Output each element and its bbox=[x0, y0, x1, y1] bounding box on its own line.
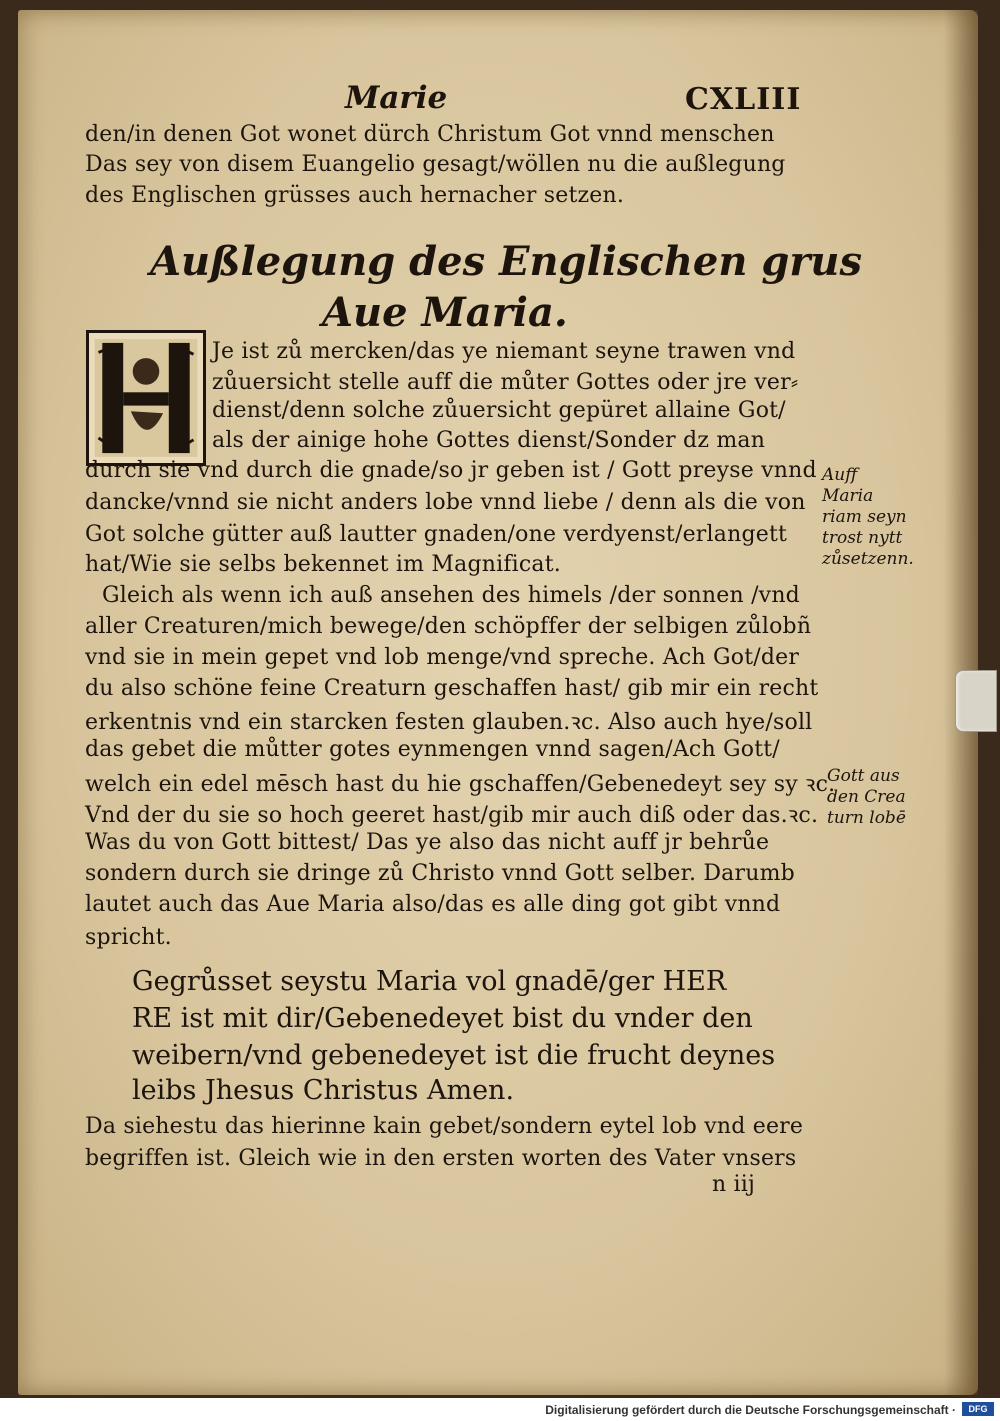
body-line-15: welch ein edel mēsch hast du hie gschaffen/Gebenedeyt sey sy ꝛc. bbox=[85, 772, 836, 797]
footer-credit: Digitalisierung gefördert durch die Deutsche Forschungsgemeinschaft · bbox=[545, 1403, 956, 1417]
book-page bbox=[18, 10, 978, 1395]
woodcut-initial-icon bbox=[89, 333, 203, 463]
body-line-11: vnd sie in mein gepet vnd lob menge/vnd spreche. Ach Got/der bbox=[85, 645, 800, 670]
body-line-2: zůuersicht stelle auff die můter Gottes oder jre ver⸗ bbox=[212, 370, 799, 395]
body-line-16: Vnd der du sie so hoch geeret hast/gib mir auch diß oder das.ꝛc. bbox=[85, 803, 819, 828]
body-line-5: durch sie vnd durch die gnade/so jr geben ist / Gott preyse vnnd bbox=[85, 458, 817, 483]
intro-line-1: den/in denen Got wonet dürch Christum Got vnnd menschen bbox=[85, 122, 775, 147]
page-tab-marker bbox=[955, 670, 997, 732]
section-heading-line-2: Aue Maria. bbox=[322, 289, 568, 336]
body-line-18: sondern durch sie dringe zů Christo vnnd Gott selber. Darumb bbox=[85, 861, 795, 886]
body-line-4: als der ainige hohe Gottes dienst/Sonder dz man bbox=[212, 428, 766, 453]
margin-note-1: Auff Maria riam seyn trost nytt zůsetzenn. bbox=[822, 465, 914, 569]
folio-number: CXLIII bbox=[685, 82, 802, 117]
running-head: Marie bbox=[345, 80, 448, 116]
body-line-10: aller Creaturen/mich bewege/den schöpffer der selbigen zůlobñ bbox=[85, 614, 812, 639]
decorated-initial-h bbox=[86, 330, 206, 466]
body-line-14: das gebet die můtter gotes eynmengen vnnd sagen/Ach Gott/ bbox=[85, 737, 780, 762]
body-line-1: Je ist zů mercken/das ye niemant seyne trawen vnd bbox=[212, 339, 796, 364]
ave-maria-line-4: leibs Jhesus Christus Amen. bbox=[132, 1075, 515, 1106]
body-line-9: Gleich als wenn ich auß ansehen des himels /der sonnen /vnd bbox=[102, 583, 800, 608]
body-line-12: du also schöne feine Creaturn geschaffen hast/ gib mir ein recht bbox=[85, 676, 819, 701]
ave-maria-line-1: Gegrůsset seystu Maria vol gnadē/ger HER bbox=[132, 966, 727, 997]
body-line-13: erkentnis vnd ein starcken festen glauben.ꝛc. Also auch hye/soll bbox=[85, 710, 813, 735]
closing-line-1: Da siehestu das hierinne kain gebet/sondern eytel lob vnd eere bbox=[85, 1114, 804, 1139]
margin-note-2: Gott aus den Crea turn lobē bbox=[827, 766, 906, 828]
intro-line-3: des Englischen grüsses auch hernacher setzen. bbox=[85, 183, 625, 208]
ave-maria-line-2: RE ist mit dir/Gebenedeyet bist du vnder den bbox=[132, 1003, 753, 1034]
body-line-7: Got solche gütter auß lautter gnaden/one verdyenst/erlangett bbox=[85, 522, 788, 547]
intro-line-2: Das sey von disem Euangelio gesagt/wöllen nu die außlegung bbox=[85, 152, 786, 177]
footer-bar bbox=[0, 1398, 1000, 1421]
signature-mark: n iij bbox=[712, 1172, 756, 1197]
body-line-3: dienst/denn solche zůuersicht gepüret allaine Got/ bbox=[212, 398, 786, 423]
body-line-6: dancke/vnnd sie nicht anders lobe vnnd liebe / denn als die von bbox=[85, 490, 806, 515]
body-line-20: spricht. bbox=[85, 925, 172, 950]
closing-line-2: begriffen ist. Gleich wie in den ersten worten des Vater vnsers bbox=[85, 1146, 797, 1171]
ave-maria-line-3: weibern/vnd gebenedeyet ist die frucht deynes bbox=[132, 1040, 776, 1071]
body-line-8: hat/Wie sie selbs bekennet im Magnificat. bbox=[85, 552, 561, 577]
section-heading-line-1: Außlegung des Englischen grus bbox=[150, 238, 863, 285]
body-line-19: lautet auch das Aue Maria also/das es alle ding got gibt vnnd bbox=[85, 892, 781, 917]
body-line-17: Was du von Gott bittest/ Das ye also das nicht auff jr behrůe bbox=[85, 830, 770, 855]
dfg-logo-icon: DFG bbox=[962, 1402, 994, 1416]
